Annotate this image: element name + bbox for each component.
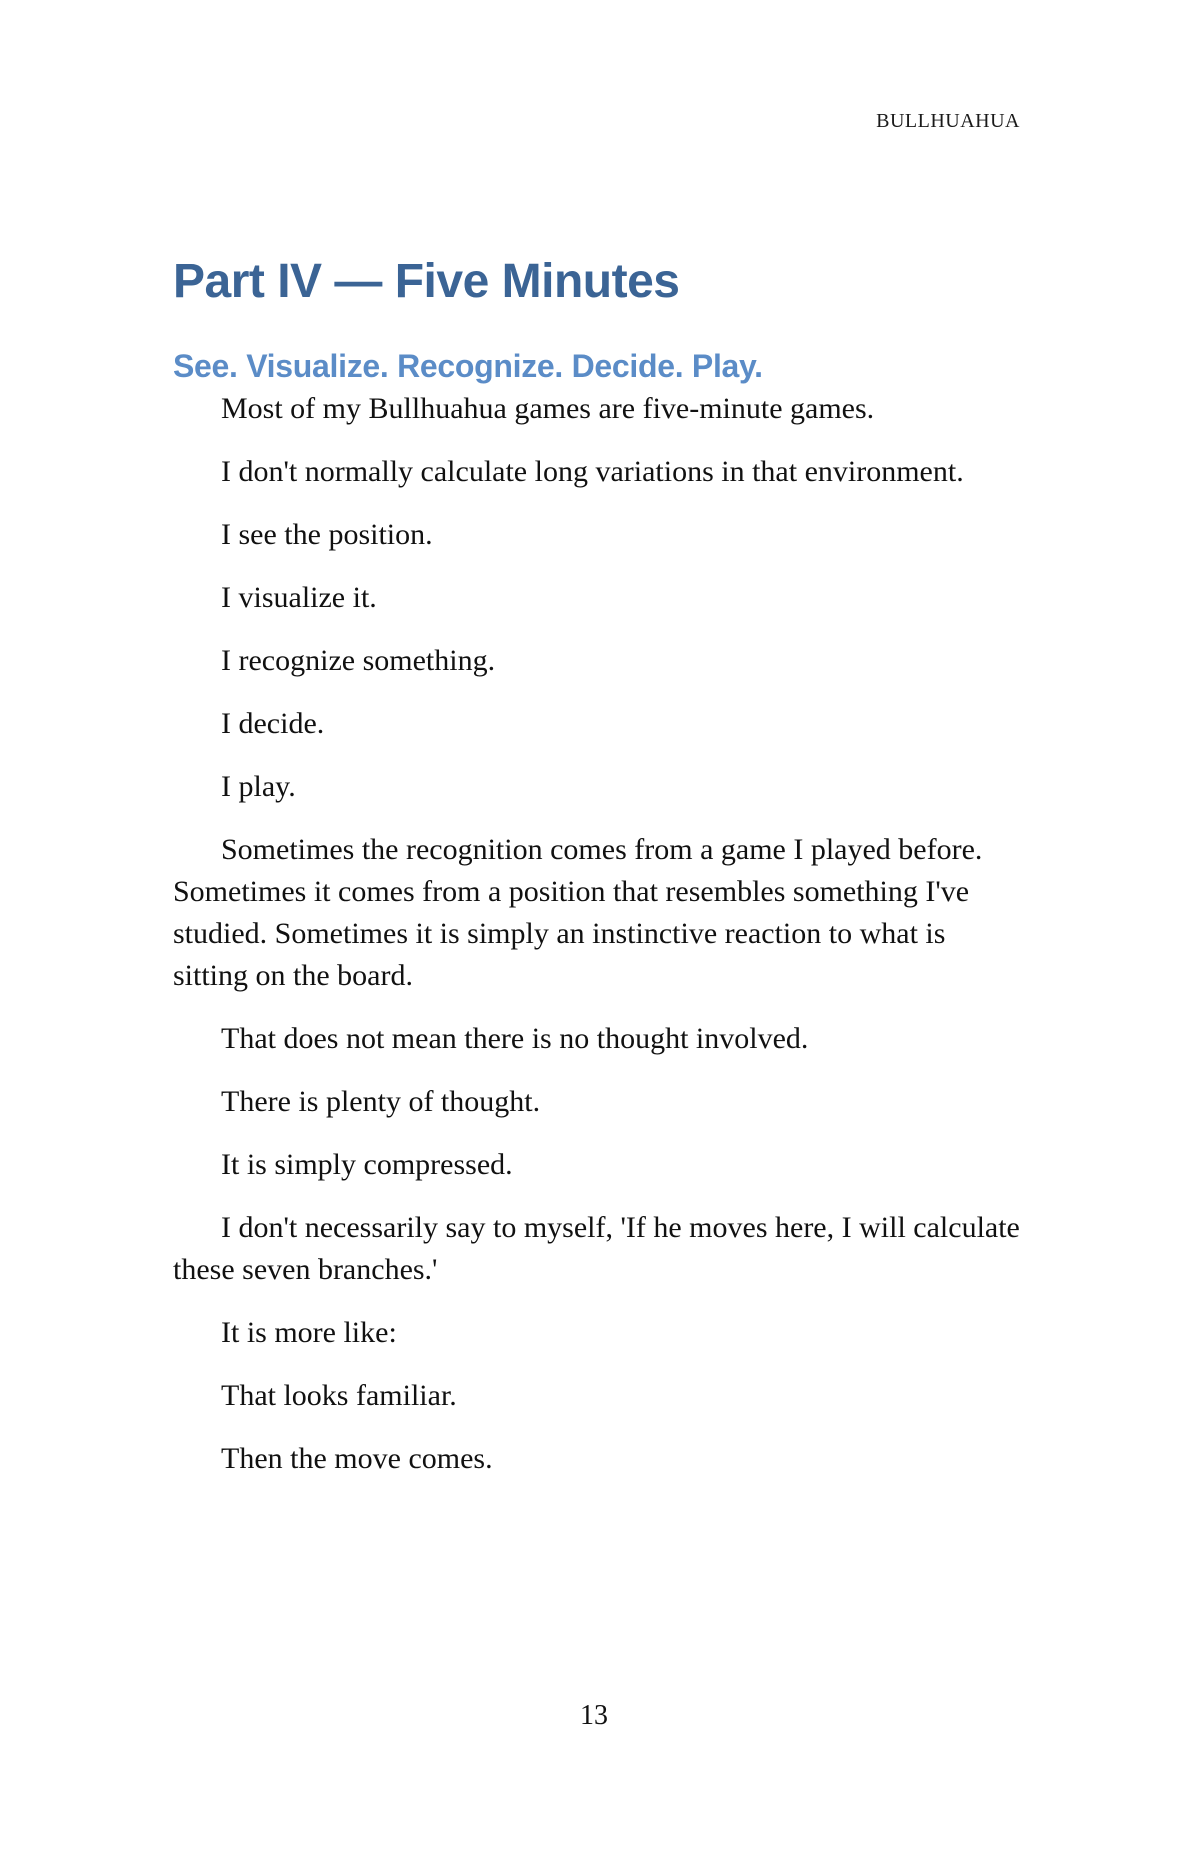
paragraph: I don't normally calculate long variations in that environment.: [221, 455, 964, 488]
paragraph: I visualize it.: [221, 581, 377, 614]
paragraph: Sometimes the recognition comes from a game I played before. Sometimes it comes from a position that resembles something I've studied. Sometimes it is simply an instinctive reaction to what is sitting on the board.: [173, 833, 983, 992]
paragraph: I don't necessarily say to myself, 'If he moves here, I will calculate these seven branches.': [173, 1211, 1020, 1286]
paragraph: I decide.: [221, 707, 325, 740]
paragraph: I recognize something.: [221, 644, 496, 677]
paragraph: It is simply compressed.: [221, 1148, 513, 1181]
running-header: BULLHUAHUA: [876, 110, 1020, 132]
paragraph: There is plenty of thought.: [221, 1085, 541, 1118]
paragraph: Then the move comes.: [221, 1442, 493, 1475]
body-text: [173, 388, 1023, 1480]
paragraph: That looks familiar.: [221, 1379, 457, 1412]
paragraph: I see the position.: [221, 518, 433, 551]
section-title: See. Visualize. Recognize. Decide. Play.: [173, 348, 763, 384]
paragraph: Most of my Bullhuahua games are five-minute games.: [221, 392, 875, 425]
chapter-title: Part IV — Five Minutes: [173, 255, 680, 308]
page-number: 13: [580, 1700, 608, 1731]
paragraph: I play.: [221, 770, 296, 803]
page-content: [173, 250, 1023, 1501]
page-number-footer: [0, 1700, 1200, 1732]
paragraph: That does not mean there is no thought involved.: [221, 1022, 809, 1055]
paragraph: It is more like:: [221, 1316, 397, 1349]
